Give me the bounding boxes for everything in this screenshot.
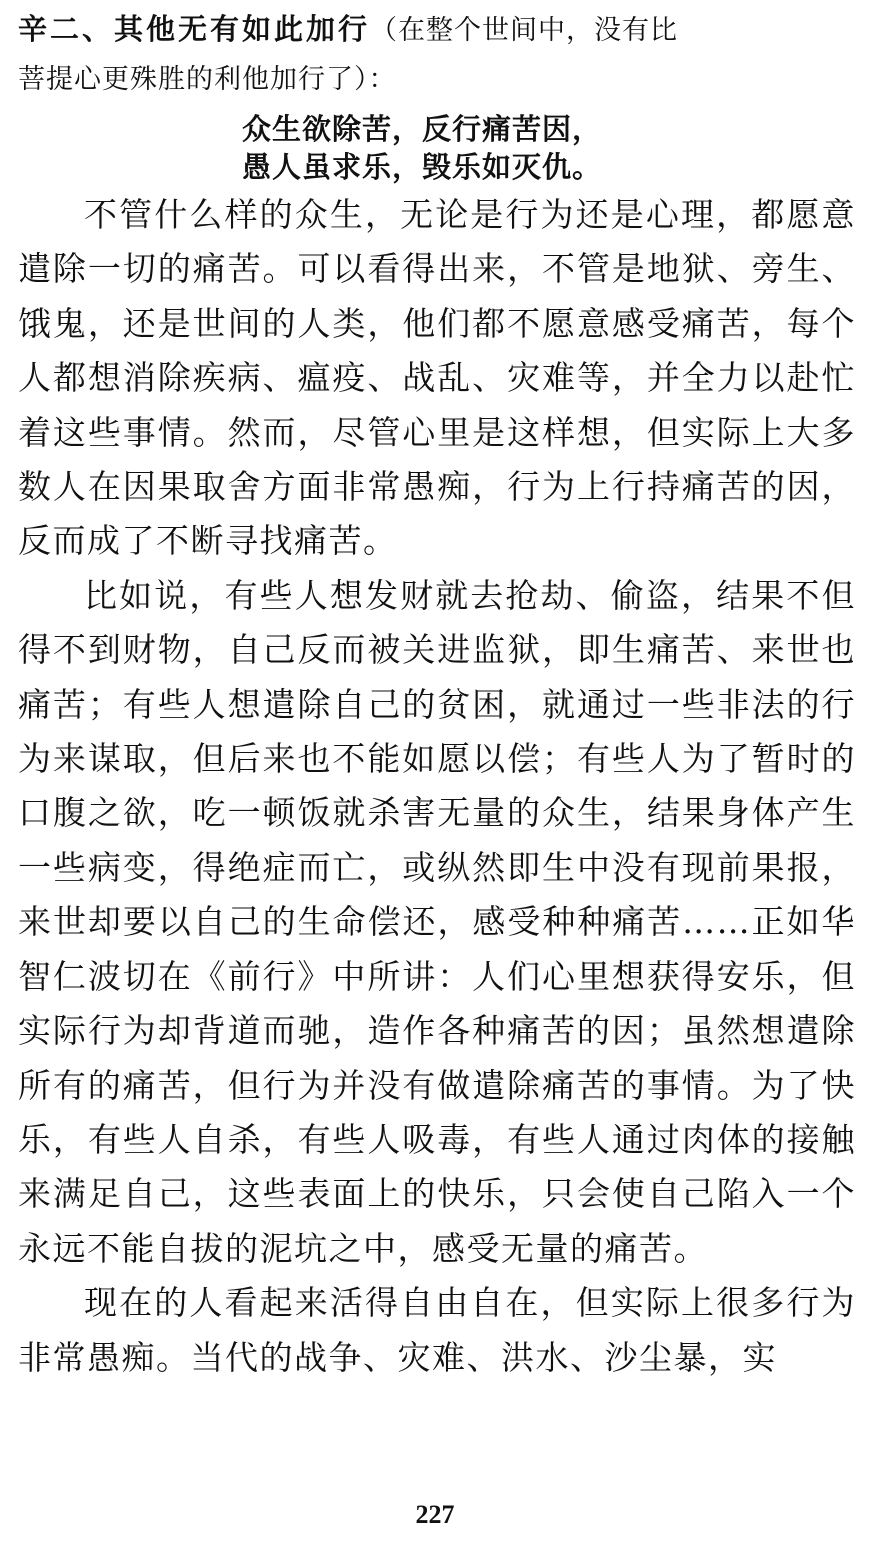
commentary-paragraph: 现在的人看起来活得自由自在，但实际上很多行为非常愚痴。当代的战争、灾难、洪水、沙尘暴，实 <box>18 1283 856 1377</box>
page-body <box>18 4 856 1385</box>
section-note: （在整个世间中，没有比 <box>370 15 679 46</box>
section-title: 辛二、其他无有如此加行 <box>18 12 371 46</box>
verse-line: 众生欲除苦，反行痛苦因， <box>242 112 603 146</box>
commentary-paragraph: 不管什么样的众生，无论是行为还是心理，都愿意遣除一切的痛苦。可以看得出来，不管是地狱、旁生、饿鬼，还是世间的人类，他们都不愿意感受痛苦，每个人都想消除疾病、瘟疫、战乱、灾难等，并全力以赴忙着这些事情。然而，尽管心里是这样想，但实际上大多数人在因果取舍方面非常愚痴，行为上行持痛苦的因，反而成了不断寻找痛苦。 <box>18 195 856 561</box>
commentary-paragraph: 比如说，有些人想发财就去抢劫、偷盗，结果不但得不到财物，自己反而被关进监狱，即生痛苦、来世也痛苦；有些人想遣除自己的贫困，就通过一些非法的行为来谋取，但后来也不能如愿以偿；有些人为了暂时的口腹之欲，吃一顿饭就杀害无量的众生，结果身体产生一些病变，得绝症而亡，或纵然即生中没有现前果报，来世却要以自己的生命偿还，感受种种痛苦……正如华智仁波切在《前行》中所讲：人们心里想获得安乐，但实际行为却背道而驰，造作各种痛苦的因；虽然想遣除所有的痛苦，但行为并没有做遣除痛苦的事情。为了快乐，有些人自杀，有些人吸毒，有些人通过肉体的接触来满足自己，这些表面上的快乐，只会使自己陷入一个永远不能自拔的泥坑之中，感受无量的痛苦。 <box>18 575 856 1268</box>
verse-block <box>242 110 856 186</box>
section-note-continued: 菩提心更殊胜的利他加行了）： <box>18 64 397 95</box>
verse-line: 愚人虽求乐，毁乐如灭仇。 <box>242 150 603 184</box>
page-number: 227 <box>415 1500 455 1529</box>
section-heading <box>18 4 856 56</box>
